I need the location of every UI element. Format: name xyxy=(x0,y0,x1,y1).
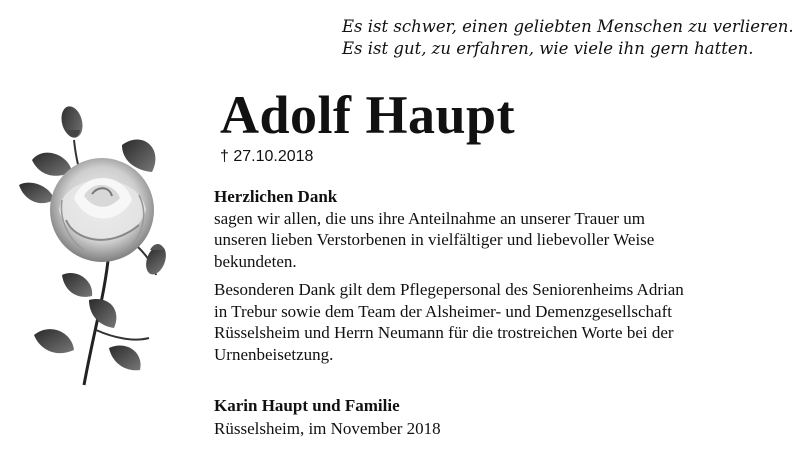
quote-line-2: Es ist gut, zu erfahren, wie viele ihn gern hatten. xyxy=(342,39,754,58)
thanks-section xyxy=(214,186,774,365)
thanks-paragraph2-line-1: Besonderen Dank gilt dem Pflegepersonal des Seniorenheims Adrian xyxy=(214,280,684,299)
thanks-paragraph1-line-2: unseren lieben Verstorbenen in vielfältiger und liebevoller Weise xyxy=(214,230,655,249)
paragraph-gap xyxy=(214,272,774,279)
thanks-paragraph2-line-3: Rüsselsheim und Herrn Neumann für die trostreichen Worte bei der xyxy=(214,323,674,342)
family-signature: Karin Haupt und Familie xyxy=(214,396,400,415)
thanks-heading: Herzlichen Dank xyxy=(214,187,338,206)
deceased-name: Adolf Haupt xyxy=(220,85,516,145)
rose-icon xyxy=(14,100,189,390)
thanks-paragraph2-line-2: in Trebur sowie dem Team der Alsheimer- und Demenzgesellschaft xyxy=(214,301,672,321)
signature-block xyxy=(214,394,441,440)
quote-line-1: Es ist schwer, einen geliebten Menschen zu verlieren. xyxy=(342,17,794,36)
place-date: Rüsselsheim, im November 2018 xyxy=(214,419,441,438)
death-date: † 27.10.2018 xyxy=(220,148,314,165)
thanks-paragraph1-line-1: sagen wir allen, die uns ihre Anteilnahme an unserer Trauer um xyxy=(214,208,646,228)
condolence-quote xyxy=(342,16,794,60)
thanks-paragraph1-line-3: bekundeten. xyxy=(214,251,297,271)
thanks-paragraph2-line-4: Urnenbeisetzung. xyxy=(214,344,334,364)
